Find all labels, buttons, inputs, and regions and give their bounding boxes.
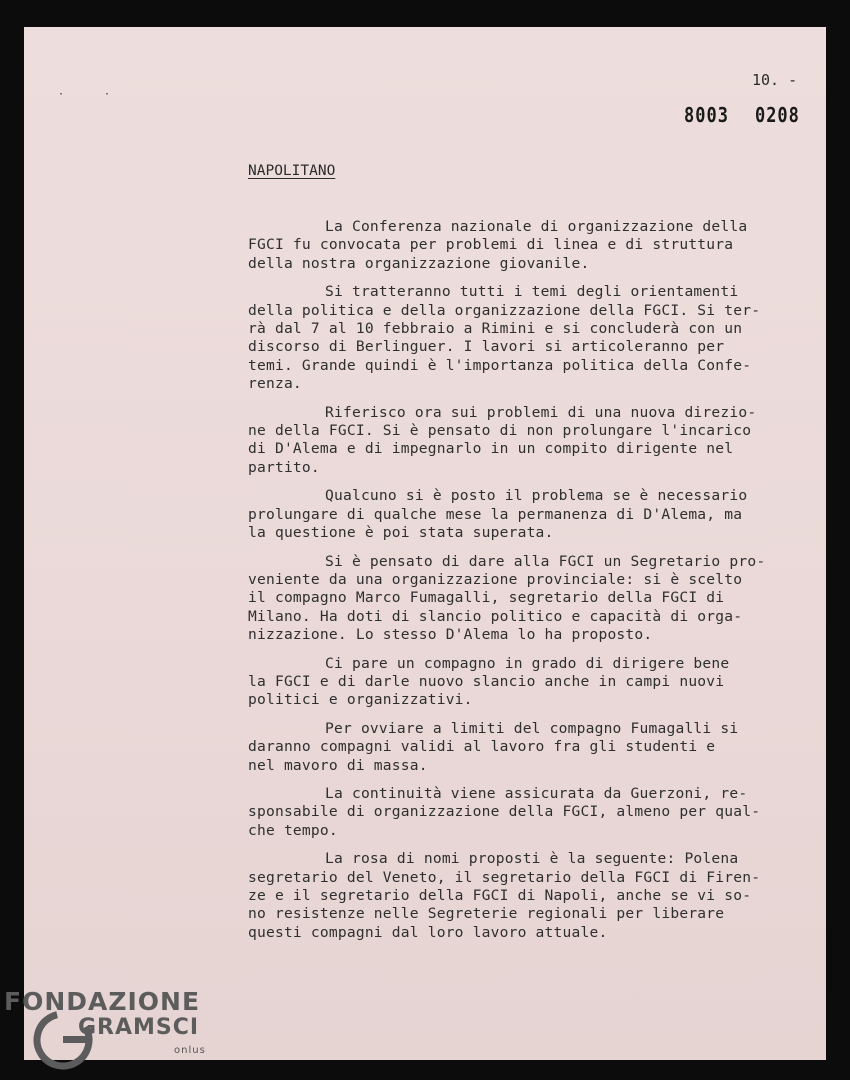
text-line: Riferisco ora sui problemi di una nuova direzio- bbox=[325, 403, 757, 421]
page-number: 10. - bbox=[752, 71, 798, 89]
text-line: che tempo. bbox=[248, 821, 338, 839]
paragraph bbox=[248, 487, 808, 542]
text-line: renza. bbox=[248, 375, 302, 393]
archive-code-stamp bbox=[684, 104, 800, 128]
text-line: sponsabile di organizzazione della FGCI, almeno per qual- bbox=[248, 803, 761, 821]
text-line: il compagno Marco Fumagalli, segretario della FGCI di bbox=[248, 589, 725, 607]
text-line: Si tratteranno tutti i temi degli orientamenti bbox=[325, 283, 739, 301]
paragraph bbox=[248, 655, 808, 710]
text-line: Milano. Ha doti di slancio politico e capacità di orga- bbox=[248, 607, 743, 625]
speaker-heading: NAPOLITANO bbox=[248, 163, 336, 179]
text-line: ne della FGCI. Si è pensato di non prolungare l'incarico bbox=[248, 422, 752, 440]
paragraph bbox=[248, 218, 808, 273]
watermark-line2: GRAMSCI bbox=[78, 1015, 200, 1040]
archive-code-part: 0208 bbox=[754, 104, 800, 128]
paragraph bbox=[248, 553, 808, 645]
watermark-small: onlus bbox=[174, 1045, 206, 1056]
text-line: Per ovviare a limiti del compagno Fumagalli si bbox=[325, 719, 739, 737]
paragraph bbox=[248, 283, 808, 393]
text-line: La continuità viene assicurata da Guerzoni, re- bbox=[325, 784, 748, 802]
paragraph bbox=[248, 720, 808, 775]
paper-specks: ·· bbox=[58, 89, 151, 100]
text-line: rà dal 7 al 10 febbraio a Rimini e si concluderà con un bbox=[248, 320, 743, 338]
text-line: ze e il segretario della FGCI di Napoli, anche se vi so- bbox=[248, 887, 752, 904]
text-line: La rosa di nomi proposti è la seguente: Polena bbox=[325, 850, 739, 868]
text-line: della nostra organizzazione giovanile. bbox=[248, 254, 590, 272]
text-line: la questione è poi stata superata. bbox=[248, 524, 554, 542]
text-line: prolungare di qualche mese la permanenza di D'Alema, ma bbox=[248, 505, 743, 523]
text-line: questi compagni dal loro lavoro attuale. bbox=[248, 923, 608, 941]
text-line: Si è pensato di dare alla FGCI un Segretario pro- bbox=[325, 552, 766, 570]
text-line: della politica e della organizzazione della FGCI. Si ter- bbox=[248, 301, 761, 319]
text-line: Ci pare un compagno in grado di dirigere bene bbox=[325, 654, 730, 672]
watermark-line1: FONDAZIONE bbox=[4, 987, 201, 1016]
text-line: nel mavoro di massa. bbox=[248, 756, 428, 774]
text-line: la FGCI e di darle nuovo slancio anche in campi nuovi bbox=[248, 672, 725, 690]
text-line: Qualcuno si è posto il problema se è necessario bbox=[325, 487, 748, 505]
body-text bbox=[248, 218, 808, 952]
archive-code-part: 8003 bbox=[684, 104, 729, 128]
text-line: discorso di Berlinguer. I lavori si articoleranno per bbox=[248, 338, 725, 356]
paragraph bbox=[248, 785, 808, 840]
fondazione-gramsci-watermark bbox=[4, 985, 214, 1075]
text-line: partito. bbox=[248, 458, 320, 476]
text-line: veniente da una organizzazione provinciale: si è scelto bbox=[248, 570, 743, 588]
text-line: segretario del Veneto, il segretario della FGCI di Firen- bbox=[248, 868, 761, 886]
text-line: FGCI fu convocata per problemi di linea e di struttura bbox=[248, 236, 734, 254]
text-line: di D'Alema e di impegnarlo in un compito dirigente nel bbox=[248, 440, 734, 458]
text-line: La Conferenza nazionale di organizzazione della bbox=[325, 218, 748, 235]
text-line: no resistenze nelle Segreterie regionali per liberare bbox=[248, 905, 725, 923]
text-line: temi. Grande quindi è l'importanza politica della Confe- bbox=[248, 356, 752, 374]
paragraph bbox=[248, 850, 808, 942]
text-line: nizzazione. Lo stesso D'Alema lo ha proposto. bbox=[248, 626, 653, 644]
text-line: politici e organizzativi. bbox=[248, 691, 473, 709]
text-line: daranno compagni validi al lavoro fra gli studenti e bbox=[248, 738, 716, 756]
paragraph bbox=[248, 404, 808, 478]
